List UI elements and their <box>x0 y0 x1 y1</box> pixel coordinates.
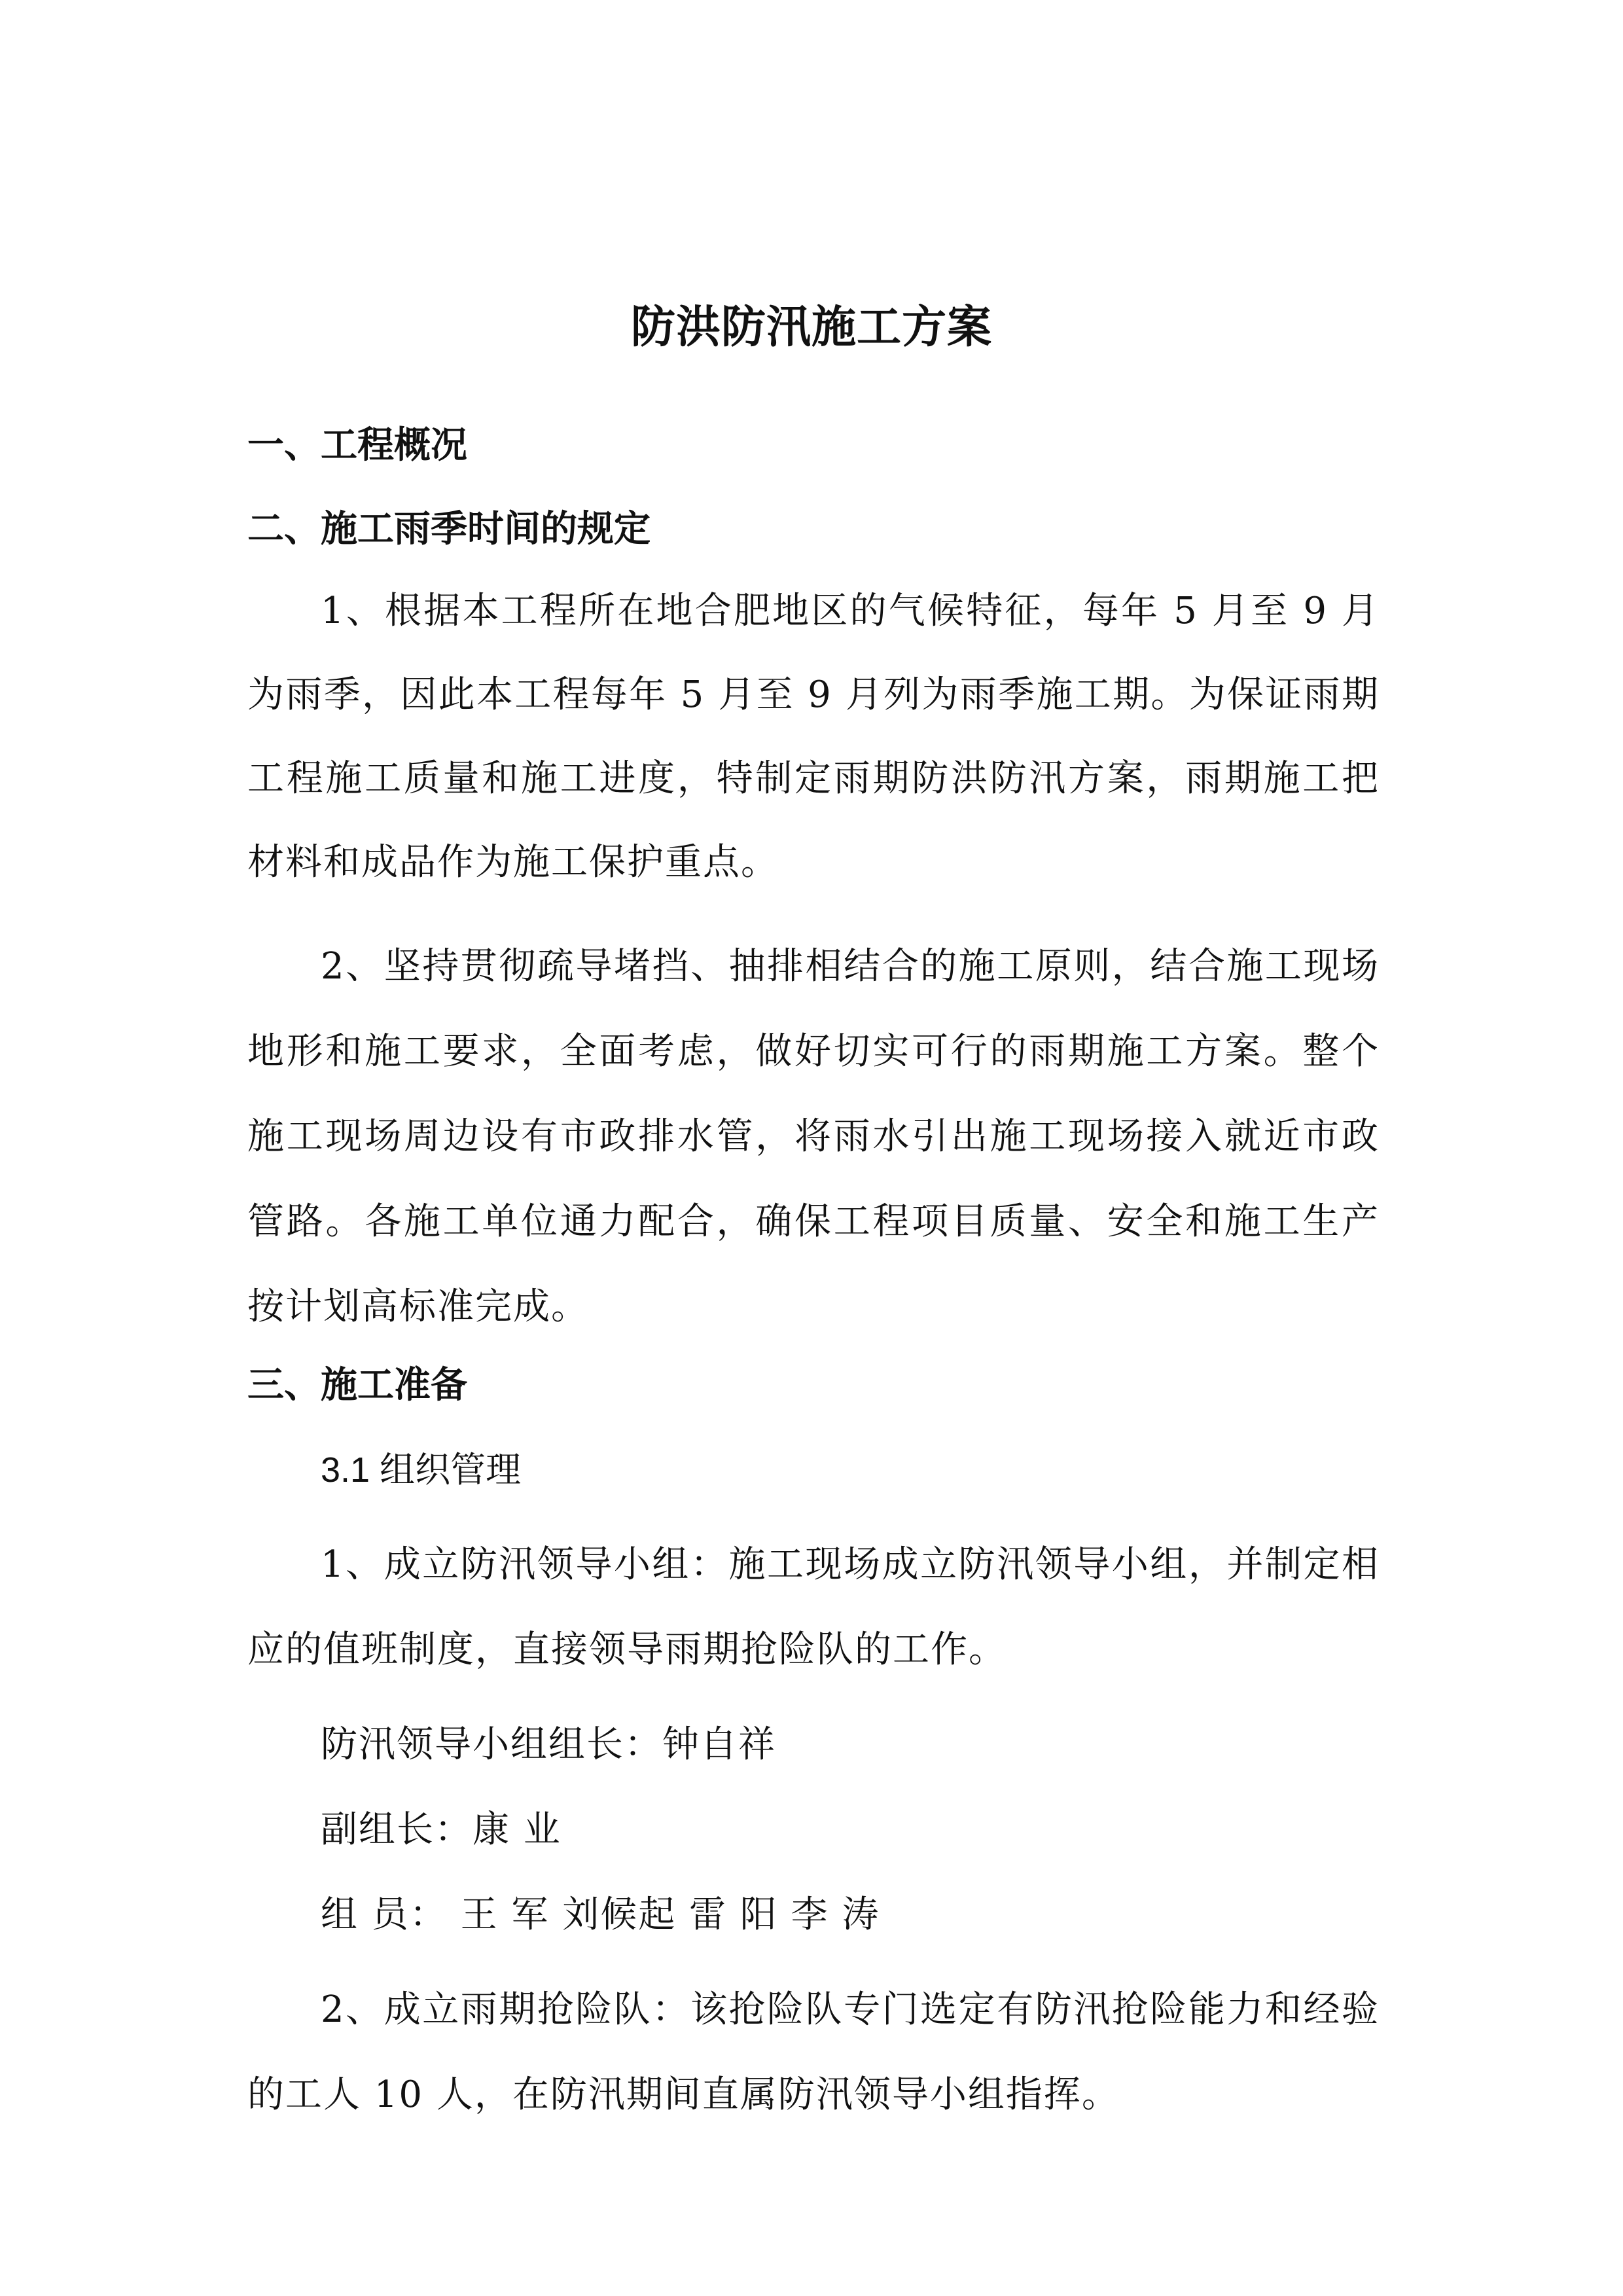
document-body <box>247 419 1380 2138</box>
section-heading-overview: 一、工程概况 <box>247 423 467 467</box>
paragraph-flood-leadership-group: 1、成立防汛领导小组：施工现场成立防汛领导小组，并制定相应的值班制度，直接领导雨期抢险队的工作。 <box>247 1543 1380 1671</box>
paragraph-rescue-team: 2、成立雨期抢险队：该抢险队专门选定有防汛抢险能力和经验的工人 10 人，在防汛期间直属防汛领导小组指挥。 <box>247 1988 1380 2116</box>
group-leader-line: 防汛领导小组组长：钟自祥 <box>321 1723 776 1766</box>
paragraph-rainy-season-1: 1、根据本工程所在地合肥地区的气候特征，每年 5 月至 9 月为雨季，因此本工程每年 5 月至 9 月列为雨季施工期。为保证雨期工程施工质量和施工进度，特制定雨期防洪防汛方案，雨期施工把材料和成品作为施工保护重点。 <box>247 590 1380 884</box>
group-members-line: 组 员： 王 军 刘候起 雷 阳 李 涛 <box>321 1893 880 1936</box>
section-heading-preparation: 三、施工准备 <box>247 1363 467 1407</box>
paragraph-rainy-season-2: 2、坚持贯彻疏导堵挡、抽排相结合的施工原则，结合施工现场地形和施工要求，全面考虑，做好切实可行的雨期施工方案。整个施工现场周边设有市政排水管，将雨水引出施工现场接入就近市政管路。各施工单位通力配合，确保工程项目质量、安全和施工生产按计划高标准完成。 <box>247 945 1380 1328</box>
section-heading-rainy-season: 二、施工雨季时间的规定 <box>247 507 651 550</box>
subsection-heading-organization: 3.1 组织管理 <box>321 1450 522 1490</box>
document-title: 防洪防汛施工方案 <box>630 301 992 353</box>
deputy-leader-line: 副组长：康 业 <box>321 1808 562 1851</box>
